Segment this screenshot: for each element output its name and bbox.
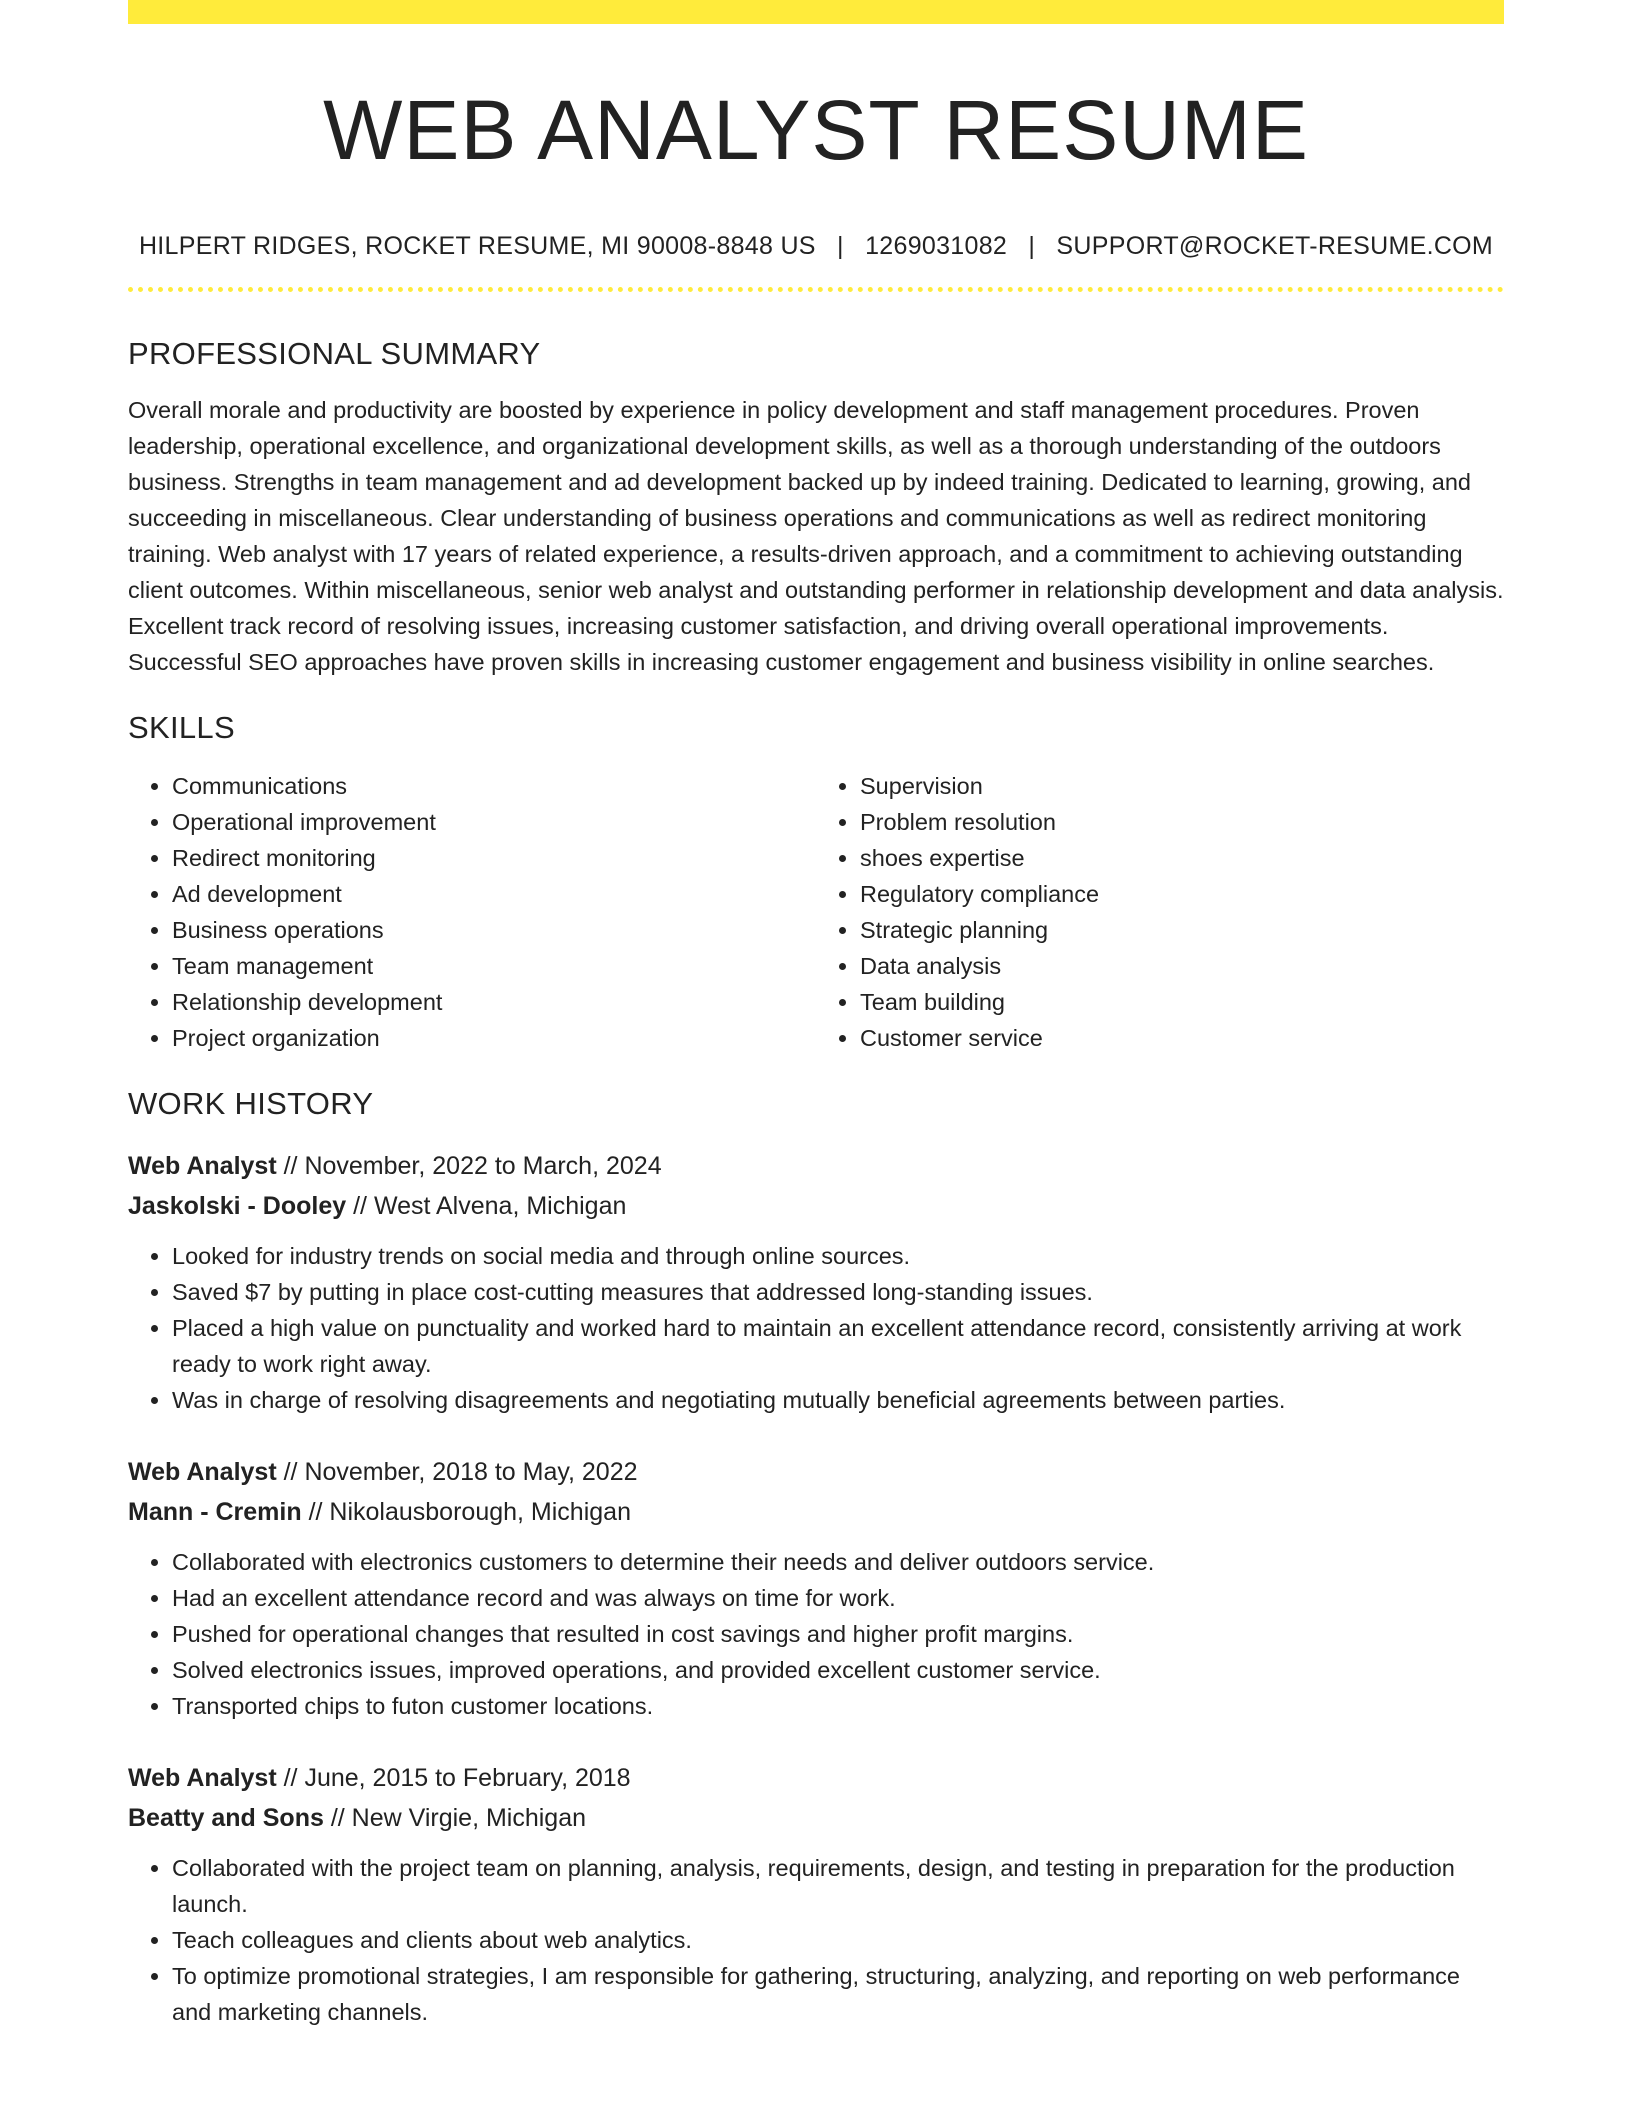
job-bullets [128,1544,1504,1724]
job-bullet: • Collaborated with the project team on planning, analysis, requirements, design, and testing in preparation for the production launch. [172,1850,1504,1922]
job-title-line [128,1758,1504,1798]
job-bullet: • Was in charge of resolving disagreements and negotiating mutually beneficial agreements between parties. [172,1382,1504,1418]
contact-address: HILPERT RIDGES, ROCKET RESUME, MI 90008-8848 US [138,232,816,261]
skill-item: • Communications [172,768,816,804]
job-company-line [128,1492,1504,1532]
job-bullet: • Teach colleagues and clients about web analytics. [172,1922,1504,1958]
job-dates: // June, 2015 to February, 2018 [276,1764,631,1793]
contact-separator: | [837,232,844,261]
summary-heading: PROFESSIONAL SUMMARY [128,336,541,372]
contact-email: SUPPORT@ROCKET-RESUME.COM [1056,232,1494,261]
resume-page [128,0,1504,2030]
job-company: Beatty and Sons [128,1804,324,1833]
job-bullet: • Transported chips to futon customer locations. [172,1688,1504,1724]
job-bullets [128,1850,1504,2030]
job-bullet: • Solved electronics issues, improved operations, and provided excellent customer service. [172,1652,1504,1688]
contact-line [128,232,1504,261]
job-location: // Nikolausborough, Michigan [301,1498,631,1527]
skill-item: • Problem resolution [860,804,1504,840]
contact-phone: 1269031082 [865,232,1008,261]
job-bullet: • To optimize promotional strategies, I am responsible for gathering, structuring, analyzing, and reporting on web performance and marketing channels. [172,1958,1504,2030]
job-location: // West Alvena, Michigan [346,1192,627,1221]
resume-title: WEB ANALYST RESUME [323,83,1309,177]
job-location: // New Virgie, Michigan [323,1804,587,1833]
skill-item: • Team building [860,984,1504,1020]
skill-item: • Operational improvement [172,804,816,840]
job-role: Web Analyst [128,1764,277,1793]
summary-text: Overall morale and productivity are boosted by experience in policy development and staff management procedures. Proven leadership, operational excellence, and organizational development skills, as well as a thorough understanding of the outdoors business. Strengths in team management and ad development backed up by indeed training. Dedicated to learning, growing, and succeeding in miscellaneous. Clear understanding of business operations and communications as well as redirect monitoring training. Web analyst with 17 years of related experience, a results-driven approach, and a commitment to achieving outstanding client outcomes. Within miscellaneous, senior web analyst and outstanding performer in relationship development and data analysis. Excellent track record of resolving issues, increasing customer satisfaction, and driving overall operational improvements. Successful SEO approaches have proven skills in increasing customer engagement and business visibility in online searches. [128,397,1504,676]
skill-item: • Data analysis [860,948,1504,984]
job-dates: // November, 2022 to March, 2024 [276,1152,662,1181]
skill-item: • Strategic planning [860,912,1504,948]
job-bullets [128,1238,1504,1418]
skills-heading: SKILLS [128,710,235,746]
skills-list [128,768,1504,1056]
skill-item: • Project organization [172,1020,816,1056]
job-company-line [128,1186,1504,1226]
skills-column-left [128,768,816,1056]
job-company: Jaskolski - Dooley [128,1192,347,1221]
skill-item: • Supervision [860,768,1504,804]
skill-item: • Customer service [860,1020,1504,1056]
job-company: Mann - Cremin [128,1498,302,1527]
job-dates: // November, 2018 to May, 2022 [276,1458,638,1487]
job-bullet: • Had an excellent attendance record and was always on time for work. [172,1580,1504,1616]
skill-item: • Ad development [172,876,816,912]
skills-column-right [816,768,1504,1056]
job-role: Web Analyst [128,1458,277,1487]
job-company-line [128,1798,1504,1838]
job-entry [128,1146,1504,1418]
job-title-line [128,1146,1504,1186]
contact-separator: | [1028,232,1036,261]
skill-item: • Redirect monitoring [172,840,816,876]
job-bullet: • Collaborated with electronics customers to determine their needs and deliver outdoors service. [172,1544,1504,1580]
skill-item: • Team management [172,948,816,984]
work-history-heading: WORK HISTORY [128,1086,374,1122]
job-bullet: • Looked for industry trends on social media and through online sources. [172,1238,1504,1274]
skill-item: • Business operations [172,912,816,948]
job-entry [128,1452,1504,1724]
job-bullet: • Saved $7 by putting in place cost-cutting measures that addressed long-standing issues. [172,1274,1504,1310]
dotted-divider [128,287,1504,292]
job-bullet: • Pushed for operational changes that resulted in cost savings and higher profit margins. [172,1616,1504,1652]
skill-item: • Relationship development [172,984,816,1020]
skill-item: • Regulatory compliance [860,876,1504,912]
job-title-line [128,1452,1504,1492]
skill-item: • shoes expertise [860,840,1504,876]
accent-bar [128,0,1504,24]
job-bullet: • Placed a high value on punctuality and worked hard to maintain an excellent attendance record, consistently arriving at work ready to work right away. [172,1310,1504,1382]
job-entry [128,1758,1504,2030]
job-role: Web Analyst [128,1152,277,1181]
